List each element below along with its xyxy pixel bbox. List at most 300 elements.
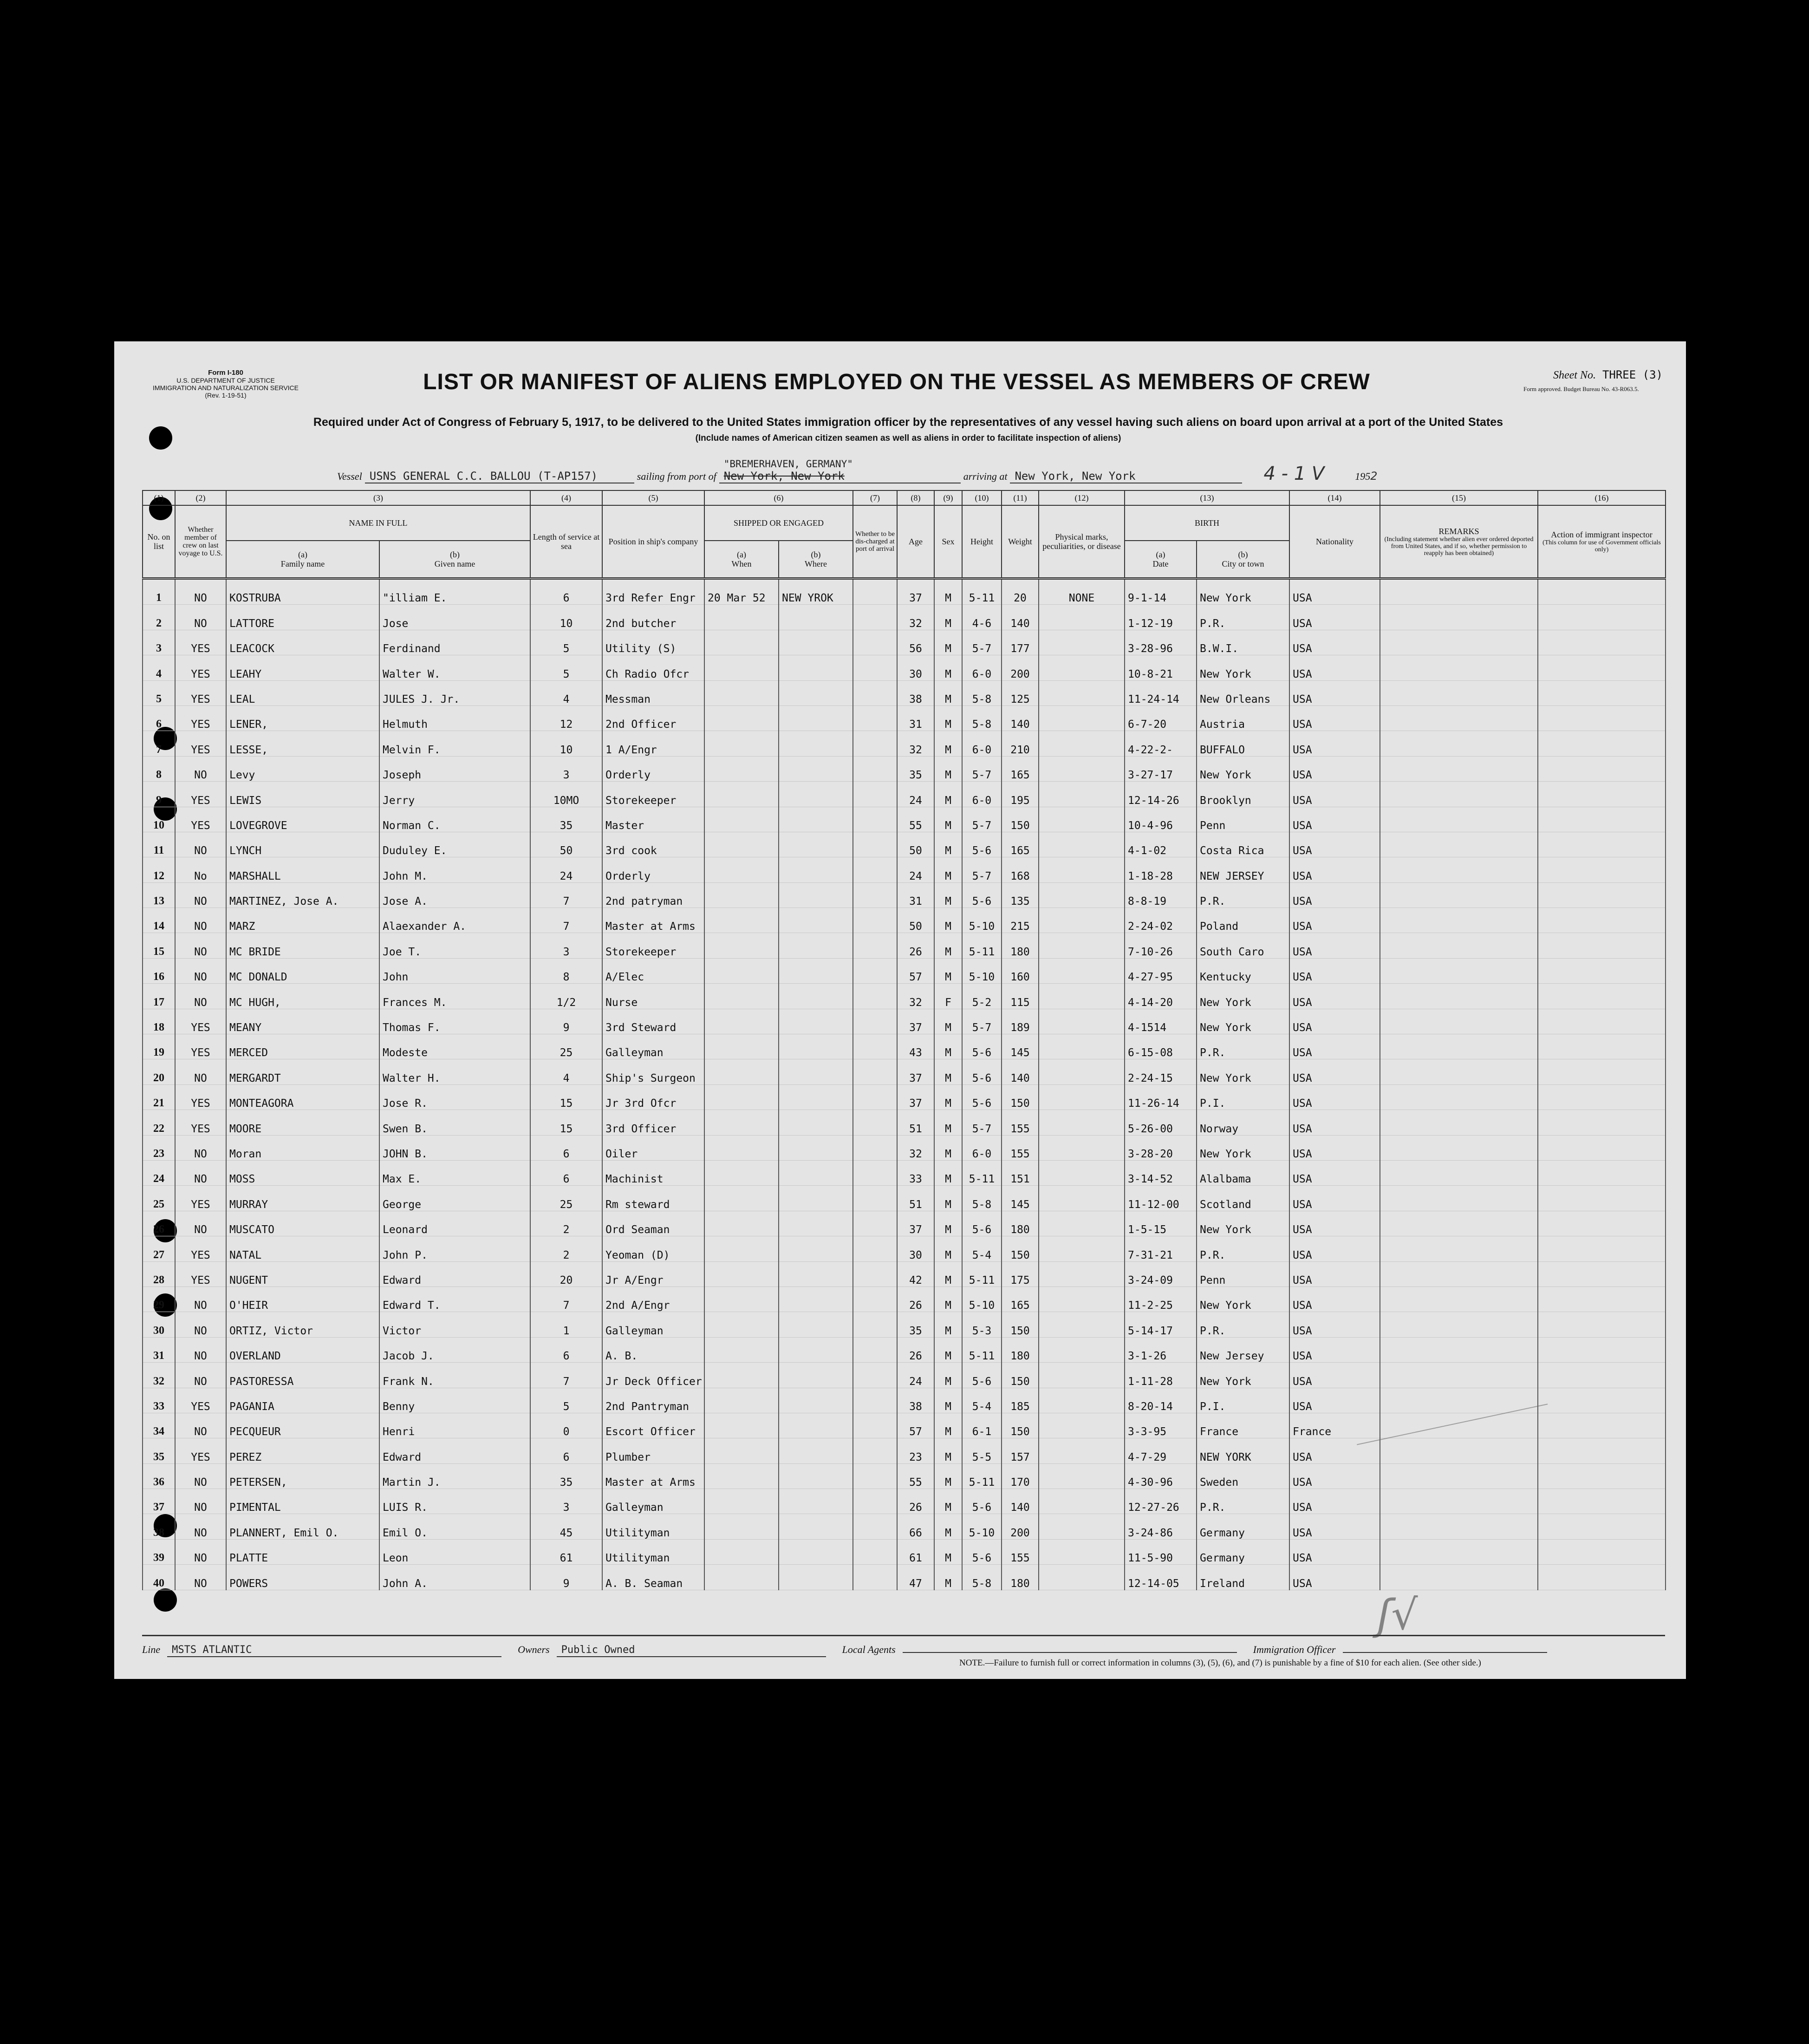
table-row <box>143 1236 1666 1261</box>
weight: 150 <box>1002 1413 1039 1438</box>
nationality: USA <box>1289 1363 1380 1388</box>
col-number-14: (14) <box>1289 490 1380 505</box>
given-name: Victor <box>379 1312 530 1337</box>
table-row <box>143 1261 1666 1286</box>
birth-date: 8-8-19 <box>1125 882 1197 908</box>
position: Orderly <box>602 857 704 882</box>
family-name: PASTORESSA <box>226 1363 379 1388</box>
height: 5-10 <box>962 908 1002 933</box>
weight: 180 <box>1002 933 1039 958</box>
family-name: MOSS <box>226 1160 379 1185</box>
age: 33 <box>897 1160 934 1185</box>
table-row <box>143 1034 1666 1059</box>
given-name: Martin J. <box>379 1463 530 1489</box>
physical-marks <box>1039 731 1125 756</box>
shipped-where <box>779 680 853 705</box>
sex: M <box>934 807 962 832</box>
row-number: 24 <box>143 1160 175 1185</box>
family-name: LEAL <box>226 680 379 705</box>
position: Galleyman <box>602 1034 704 1059</box>
prior-voyage-member: YES <box>175 705 226 731</box>
height: 5-7 <box>962 857 1002 882</box>
age: 42 <box>897 1261 934 1286</box>
shipped-where <box>779 731 853 756</box>
weight: 20 <box>1002 579 1039 605</box>
nationality: USA <box>1289 1565 1380 1590</box>
birth-city: Poland <box>1197 908 1289 933</box>
position: 3rd cook <box>602 832 704 857</box>
weight: 145 <box>1002 1186 1039 1211</box>
age: 32 <box>897 1135 934 1160</box>
nationality: USA <box>1289 807 1380 832</box>
discharged-cell <box>853 908 897 933</box>
birth-city: Norway <box>1197 1110 1289 1135</box>
shipped-where <box>779 933 853 958</box>
action-cell <box>1538 731 1666 756</box>
row-number: 10 <box>143 807 175 832</box>
family-name: NUGENT <box>226 1261 379 1286</box>
shipped-where <box>779 655 853 680</box>
action-cell <box>1538 782 1666 807</box>
nationality: USA <box>1289 655 1380 680</box>
table-row <box>143 1110 1666 1135</box>
table-row <box>143 807 1666 832</box>
position: Nurse <box>602 984 704 1009</box>
row-number: 29 <box>143 1286 175 1312</box>
family-name: O'HEIR <box>226 1286 379 1312</box>
age: 26 <box>897 933 934 958</box>
position: 3rd Refer Engr <box>602 579 704 605</box>
position: 2nd patryman <box>602 882 704 908</box>
discharged-cell <box>853 630 897 655</box>
nationality: USA <box>1289 1388 1380 1413</box>
footer-line <box>142 1635 1665 1657</box>
given-name-letter: (b) <box>450 550 460 559</box>
row-number: 39 <box>143 1539 175 1564</box>
birth-date: 8-20-14 <box>1125 1388 1197 1413</box>
family-name: Moran <box>226 1135 379 1160</box>
birth-date: 3-3-95 <box>1125 1413 1197 1438</box>
given-name: John P. <box>379 1236 530 1261</box>
service-length: 7 <box>530 882 602 908</box>
row-number: 4 <box>143 655 175 680</box>
action-cell <box>1538 1261 1666 1286</box>
remarks-cell <box>1380 1312 1538 1337</box>
arriving-label: arriving at <box>963 470 1008 482</box>
given-name: Melvin F. <box>379 731 530 756</box>
age: 57 <box>897 1413 934 1438</box>
discharged-cell <box>853 1236 897 1261</box>
sex: M <box>934 1236 962 1261</box>
row-number: 6 <box>143 705 175 731</box>
sailing-from <box>719 458 961 483</box>
birth-city: P.R. <box>1197 605 1289 630</box>
birth-date: 3-1-26 <box>1125 1337 1197 1362</box>
birth-date: 4-7-29 <box>1125 1438 1197 1463</box>
weight: 165 <box>1002 832 1039 857</box>
shipped-when <box>704 882 779 908</box>
row-number: 2 <box>143 605 175 630</box>
age: 24 <box>897 857 934 882</box>
shipped-when <box>704 1565 779 1590</box>
shipped-where <box>779 1565 853 1590</box>
given-name: LUIS R. <box>379 1489 530 1514</box>
sex: M <box>934 1489 962 1514</box>
nationality: USA <box>1289 1286 1380 1312</box>
prior-voyage-member: NO <box>175 579 226 605</box>
height: 6-1 <box>962 1413 1002 1438</box>
discharged-cell <box>853 1286 897 1312</box>
action-cell <box>1538 958 1666 983</box>
sex: M <box>934 882 962 908</box>
position: Machinist <box>602 1160 704 1185</box>
table-row <box>143 1514 1666 1539</box>
position: Utilityman <box>602 1514 704 1539</box>
shipped-where <box>779 882 853 908</box>
prior-voyage-member: NO <box>175 1363 226 1388</box>
position: 2nd Officer <box>602 705 704 731</box>
position: Oiler <box>602 1135 704 1160</box>
family-name: MONTEAGORA <box>226 1084 379 1110</box>
birth-date: 3-28-96 <box>1125 630 1197 655</box>
discharged-cell <box>853 1514 897 1539</box>
sex: M <box>934 1135 962 1160</box>
discharged-cell <box>853 705 897 731</box>
prior-voyage-member: YES <box>175 655 226 680</box>
shipped-when <box>704 1009 779 1034</box>
birth-city-letter: (b) <box>1238 550 1248 559</box>
position: 2nd butcher <box>602 605 704 630</box>
family-name-letter: (a) <box>298 550 307 559</box>
height: 5-6 <box>962 1363 1002 1388</box>
year-prefix: 195 <box>1355 470 1371 482</box>
birth-date: 5-26-00 <box>1125 1110 1197 1135</box>
physical-marks <box>1039 1363 1125 1388</box>
height: 5-7 <box>962 630 1002 655</box>
weight: 155 <box>1002 1539 1039 1564</box>
age: 31 <box>897 705 934 731</box>
birth-date: 4-27-95 <box>1125 958 1197 983</box>
physical-marks <box>1039 1261 1125 1286</box>
birth-city: NEW JERSEY <box>1197 857 1289 882</box>
shipped-where <box>779 1539 853 1564</box>
birth-city: Alalbama <box>1197 1160 1289 1185</box>
birth-city: P.I. <box>1197 1388 1289 1413</box>
nationality: USA <box>1289 984 1380 1009</box>
shipped-when <box>704 807 779 832</box>
row-number: 27 <box>143 1236 175 1261</box>
year-handwritten: 2 <box>1370 470 1378 483</box>
service-length: 10 <box>530 731 602 756</box>
remarks-cell <box>1380 1135 1538 1160</box>
birth-city: Kentucky <box>1197 958 1289 983</box>
row-number: 15 <box>143 933 175 958</box>
crew-manifest-table <box>142 490 1666 1590</box>
shipped-where <box>779 908 853 933</box>
height: 5-6 <box>962 1489 1002 1514</box>
shipped-when <box>704 1337 779 1362</box>
prior-voyage-member: NO <box>175 933 226 958</box>
family-name: MARTINEZ, Jose A. <box>226 882 379 908</box>
nationality: USA <box>1289 958 1380 983</box>
header-position: Position in ship's company <box>602 505 704 579</box>
physical-marks <box>1039 605 1125 630</box>
given-name: Emil O. <box>379 1514 530 1539</box>
weight: 185 <box>1002 1388 1039 1413</box>
discharged-cell <box>853 933 897 958</box>
nationality: USA <box>1289 1059 1380 1084</box>
position: 2nd A/Engr <box>602 1286 704 1312</box>
when-letter: (a) <box>737 550 746 559</box>
sex: M <box>934 630 962 655</box>
birth-date-letter: (a) <box>1156 550 1165 559</box>
physical-marks <box>1039 1413 1125 1438</box>
line-label: Line <box>142 1644 161 1655</box>
birth-city: New Jersey <box>1197 1337 1289 1362</box>
sex: M <box>934 1084 962 1110</box>
birth-city: Germany <box>1197 1539 1289 1564</box>
height: 5-11 <box>962 1463 1002 1489</box>
age: 51 <box>897 1186 934 1211</box>
given-name: Alaexander A. <box>379 908 530 933</box>
birth-city: New Orleans <box>1197 680 1289 705</box>
shipped-when <box>704 605 779 630</box>
shipped-where <box>779 1211 853 1236</box>
birth-date: 3-28-20 <box>1125 1135 1197 1160</box>
birth-city: New York <box>1197 1211 1289 1236</box>
position: Orderly <box>602 756 704 781</box>
sex: M <box>934 1312 962 1337</box>
form-number: Form I-180 <box>208 369 243 377</box>
discharged-cell <box>853 1211 897 1236</box>
height: 5-6 <box>962 1059 1002 1084</box>
service-length: 45 <box>530 1514 602 1539</box>
col-number-8: (8) <box>897 490 934 505</box>
family-name: LESSE, <box>226 731 379 756</box>
birth-city: New York <box>1197 1009 1289 1034</box>
weight: 115 <box>1002 984 1039 1009</box>
family-name: Levy <box>226 756 379 781</box>
action-title: Action of immigrant inspector <box>1551 530 1653 539</box>
discharged-cell <box>853 1413 897 1438</box>
remarks-cell <box>1380 1565 1538 1590</box>
prior-voyage-member: YES <box>175 1388 226 1413</box>
remarks-cell <box>1380 630 1538 655</box>
owners-value: Public Owned <box>557 1644 826 1657</box>
nationality: USA <box>1289 1211 1380 1236</box>
age: 32 <box>897 731 934 756</box>
header-length-service: Length of service at sea <box>530 505 602 579</box>
physical-marks <box>1039 655 1125 680</box>
row-number: 11 <box>143 832 175 857</box>
remarks-cell <box>1380 1388 1538 1413</box>
family-name: MUSCATO <box>226 1211 379 1236</box>
action-cell <box>1538 1312 1666 1337</box>
position: Master at Arms <box>602 908 704 933</box>
remarks-cell <box>1380 1034 1538 1059</box>
family-name: PAGANIA <box>226 1388 379 1413</box>
height: 5-6 <box>962 1034 1002 1059</box>
birth-date: 2-24-15 <box>1125 1059 1197 1084</box>
shipped-where <box>779 1363 853 1388</box>
birth-date: 11-24-14 <box>1125 680 1197 705</box>
birth-date: 11-2-25 <box>1125 1286 1197 1312</box>
birth-city: Austria <box>1197 705 1289 731</box>
family-name: MERGARDT <box>226 1059 379 1084</box>
birth-city: France <box>1197 1413 1289 1438</box>
given-name: Walter W. <box>379 655 530 680</box>
sheet-label: Sheet No. <box>1553 369 1596 381</box>
birth-date: 11-12-00 <box>1125 1186 1197 1211</box>
header-birth: BIRTH <box>1125 505 1289 541</box>
nationality: USA <box>1289 731 1380 756</box>
action-cell <box>1538 756 1666 781</box>
service-length: 25 <box>530 1186 602 1211</box>
col-number-1: (1) <box>143 490 175 505</box>
table-row <box>143 680 1666 705</box>
age: 23 <box>897 1438 934 1463</box>
birth-date: 1-18-28 <box>1125 857 1197 882</box>
physical-marks <box>1039 1135 1125 1160</box>
shipped-when <box>704 1160 779 1185</box>
row-number: 12 <box>143 857 175 882</box>
given-name: Jacob J. <box>379 1337 530 1362</box>
discharged-cell <box>853 756 897 781</box>
service-length: 50 <box>530 832 602 857</box>
given-name: Helmuth <box>379 705 530 731</box>
nationality: USA <box>1289 908 1380 933</box>
physical-marks <box>1039 1312 1125 1337</box>
age: 55 <box>897 1463 934 1489</box>
action-cell <box>1538 1286 1666 1312</box>
remarks-cell <box>1380 958 1538 983</box>
row-number: 20 <box>143 1059 175 1084</box>
service-length: 2 <box>530 1211 602 1236</box>
sex: M <box>934 1388 962 1413</box>
service-length: 6 <box>530 1135 602 1160</box>
family-name: MOORE <box>226 1110 379 1135</box>
prior-voyage-member: YES <box>175 1110 226 1135</box>
birth-city: New York <box>1197 579 1289 605</box>
prior-voyage-member: NO <box>175 1135 226 1160</box>
col-number-4: (4) <box>530 490 602 505</box>
birth-date: 2-24-02 <box>1125 908 1197 933</box>
given-name: John A. <box>379 1565 530 1590</box>
action-cell <box>1538 1413 1666 1438</box>
table-row <box>143 1489 1666 1514</box>
physical-marks: NONE <box>1039 579 1125 605</box>
table-row <box>143 605 1666 630</box>
weight: 165 <box>1002 756 1039 781</box>
physical-marks <box>1039 1337 1125 1362</box>
shipped-where <box>779 1312 853 1337</box>
given-name: Thomas F. <box>379 1009 530 1034</box>
discharged-cell <box>853 1565 897 1590</box>
table-row <box>143 655 1666 680</box>
given-name: Joe T. <box>379 933 530 958</box>
height: 6-0 <box>962 731 1002 756</box>
prior-voyage-member: NO <box>175 1514 226 1539</box>
table-row <box>143 984 1666 1009</box>
given-name: Ferdinand <box>379 630 530 655</box>
remarks-note: (Including statement whether alien ever ordered deported from United States, and if so, whether permission to reapply has been obtained) <box>1384 535 1534 557</box>
discharged-cell <box>853 1034 897 1059</box>
physical-marks <box>1039 933 1125 958</box>
shipped-when <box>704 1463 779 1489</box>
birth-date: 12-14-05 <box>1125 1565 1197 1590</box>
prior-voyage-member: YES <box>175 680 226 705</box>
position: 3rd Officer <box>602 1110 704 1135</box>
row-number: 38 <box>143 1514 175 1539</box>
punch-hole <box>154 1588 177 1612</box>
height: 5-6 <box>962 1211 1002 1236</box>
birth-date: 1-11-28 <box>1125 1363 1197 1388</box>
nationality: USA <box>1289 1186 1380 1211</box>
action-cell <box>1538 933 1666 958</box>
shipped-where <box>779 832 853 857</box>
discharged-cell <box>853 1084 897 1110</box>
when-label: When <box>731 559 752 568</box>
given-name: "illiam E. <box>379 579 530 605</box>
nationality: USA <box>1289 832 1380 857</box>
table-row <box>143 731 1666 756</box>
table-row <box>143 882 1666 908</box>
col-number-12: (12) <box>1039 490 1125 505</box>
action-cell <box>1538 655 1666 680</box>
family-name: LEACOCK <box>226 630 379 655</box>
sex: M <box>934 1438 962 1463</box>
nationality: USA <box>1289 1489 1380 1514</box>
shipped-when: 20 Mar 52 <box>704 579 779 605</box>
row-number: 17 <box>143 984 175 1009</box>
service-length: 15 <box>530 1110 602 1135</box>
discharged-cell <box>853 1438 897 1463</box>
weight: 151 <box>1002 1160 1039 1185</box>
position: Utilityman <box>602 1539 704 1564</box>
family-name: PLANNERT, Emil O. <box>226 1514 379 1539</box>
weight: 145 <box>1002 1034 1039 1059</box>
given-name: JULES J. Jr. <box>379 680 530 705</box>
age: 32 <box>897 984 934 1009</box>
instruction-note: (Include names of American citizen seamen as well as aliens in order to facilitate inspection of aliens) <box>695 433 1121 443</box>
given-name: Joseph <box>379 756 530 781</box>
table-row <box>143 1160 1666 1185</box>
weight: 140 <box>1002 605 1039 630</box>
sailing-label: sailing from port of <box>637 470 716 482</box>
service-length: 0 <box>530 1413 602 1438</box>
nationality: USA <box>1289 605 1380 630</box>
given-name: Norman C. <box>379 807 530 832</box>
position: Jr 3rd Ofcr <box>602 1084 704 1110</box>
height: 5-10 <box>962 1286 1002 1312</box>
prior-voyage-member: NO <box>175 882 226 908</box>
position: Escort Officer <box>602 1413 704 1438</box>
shipped-when <box>704 1261 779 1286</box>
col-number-10: (10) <box>962 490 1002 505</box>
discharged-cell <box>853 1059 897 1084</box>
birth-city: P.R. <box>1197 1489 1289 1514</box>
statute-note: Required under Act of Congress of February 5, 1917, to be delivered to the United States immigration officer by the representatives of any vessel having such aliens on board upon arrival at a port of the United States <box>313 416 1503 429</box>
birth-city: Penn <box>1197 1261 1289 1286</box>
punch-hole <box>149 426 172 450</box>
discharged-cell <box>853 857 897 882</box>
shipped-where <box>779 1110 853 1135</box>
action-cell <box>1538 605 1666 630</box>
remarks-cell <box>1380 1363 1538 1388</box>
family-name: MC DONALD <box>226 958 379 983</box>
sex: M <box>934 832 962 857</box>
row-number: 25 <box>143 1186 175 1211</box>
